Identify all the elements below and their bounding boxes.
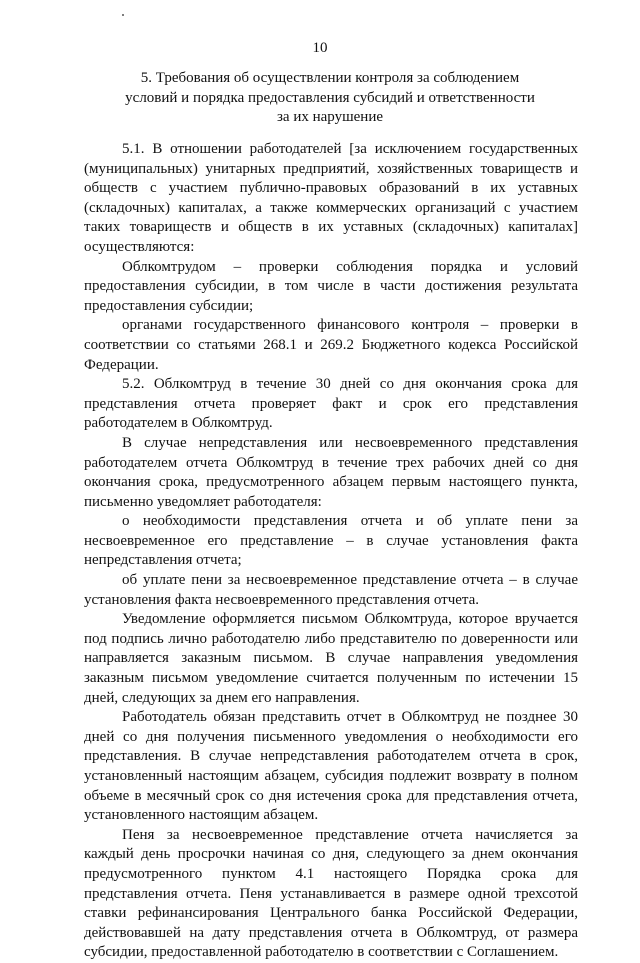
page-number: 10 xyxy=(312,40,328,56)
paragraph-non-submission: В случае непредставления или несвоевременного представления работодателем отчета Облкомтруд в течение трех рабочих дней со дня окончания срока, предусмотренного абзацем первым настоящего пункта, письменно уведомляет работодателя: xyxy=(84,434,578,510)
paragraph-employer-obligation: Работодатель обязан представить отчет в Облкомтруд не позднее 30 дней со дня получения письменного уведомления о необходимости его представления. В случае непредставления работодателем отчета в срок, установленный настоящим абзацем, субсидия подлежит возврату в полном объеме в месячный срок со дня истечения срока для представления отчета, установленного настоящим абзацем. xyxy=(84,709,578,824)
paragraph-5-2: 5.2. Облкомтруд в течение 30 дней со дня окончания срока для представления отчета проверяет факт и срок его представления работодателем в Облкомтруд. xyxy=(84,376,578,432)
section-heading-line-2: условий и порядка предоставления субсидий и ответственности xyxy=(125,89,535,106)
paragraph-notice-submission: о необходимости представления отчета и об уплате пени за несвоевременное его представление – в случае установления факта непредставления отчета; xyxy=(84,513,578,569)
scan-speck xyxy=(122,14,124,16)
paragraph-penalty-calculation: Пеня за несвоевременное представление отчета начисляется за каждый день просрочки начиная со дня, следующего за днем окончания предусмотренного пунктом 4.1 настоящего Порядка срока для представления отчета. Пеня устанавливается в размере одной трехсотой ставки рефинансирования Центрального банка Российской Федерации, действовавшей на дату представления отчета в Облкомтруд, от размера субсидии, предоставленной работодателю в соответствии с Соглашением. xyxy=(84,826,578,961)
paragraph-5-1: 5.1. В отношении работодателей [за исключением государственных (муниципальных) унитарных предприятий, хозяйственных товариществ и обществ с участием публично-правовых образований в их уставных (складочных) капиталах, а также коммерческих организаций с участием таких товариществ и обществ в их уставных (складочных) капиталах] осуществляются: xyxy=(84,141,578,255)
section-heading xyxy=(95,69,565,128)
paragraph-notice-penalty: об уплате пени за несвоевременное представление отчета – в случае установления факта несвоевременного представления отчета. xyxy=(84,572,578,608)
section-heading-line-1: 5. Требования об осуществлении контроля за соблюдением xyxy=(140,70,520,86)
paragraph-oblkomtrud-checks: Облкомтрудом – проверки соблюдения порядка и условий предоставления субсидии, в том числе в части достижения результата предоставления субсидии; xyxy=(84,258,578,314)
paragraph-notification-delivery: Уведомление оформляется письмом Облкомтруда, которое вручается под подпись лично работодателю либо представителю по доверенности или направляется заказным письмом. В случае направления уведомления заказным письмом уведомление считается полученным по истечении 15 дней, следующих за днем его направления. xyxy=(84,611,578,706)
paragraph-financial-control: органами государственного финансового контроля – проверки в соответствии со статьями 268.1 и 269.2 Бюджетного кодекса Российской Федерации. xyxy=(84,317,578,373)
document-body xyxy=(84,140,578,963)
section-heading-line-3: за их нарушение xyxy=(276,109,384,125)
